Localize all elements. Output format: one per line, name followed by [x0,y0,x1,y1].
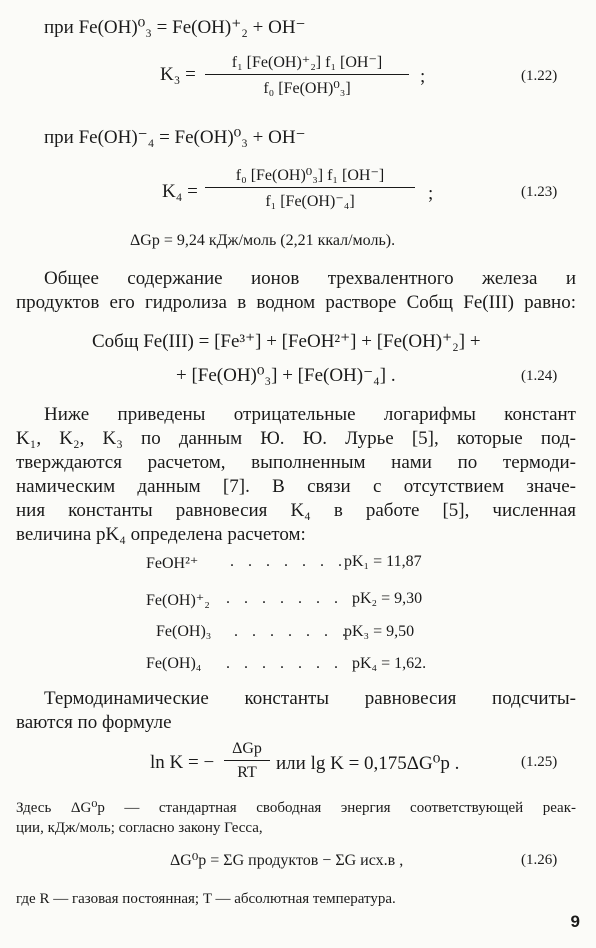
para2-line4: намическим данным [7]. В связи с отсутствием значе- [16,476,576,497]
constant-species: Fe(OH)₄ [146,655,202,672]
eq24-line2: + [Fe(OH)⁰₃] + [Fe(OH)⁻₄] . [176,365,396,386]
para1-line2: продуктов его гидролиза в водном растворе Cобщ Fe(III) равно: [16,292,576,313]
constant-value: pK₃ = 9,50 [344,623,415,640]
eq22-tail: ; [420,66,426,87]
eq24-number: (1.24) [521,368,558,384]
eq24-line1: Cобщ Fe(III) = [Fe³⁺] + [FeOH²⁺] + [Fe(OH)⁺₂] + [92,331,481,352]
small-para-line1: Здесь ΔG⁰р — стандартная свободная энергия соответствующей реак- [16,800,576,816]
eq22-fraction-bar [205,74,409,75]
constant-value: pK₄ = 1,62. [352,655,427,672]
constant-leader-dots: . . . . . . . . [226,590,361,607]
para2-line5: ния константы равновесия K₄ в работе [5], численная [16,500,576,521]
para3-line1: Термодинамические константы равновесия подсчиты- [44,688,576,709]
constant-value: pK₁ = 11,87 [344,553,422,570]
eq22-fraction [205,52,409,98]
para3-line2: ваются по формуле [16,712,172,733]
eq22-number: (1.22) [521,68,558,84]
delta-g-note: ΔGр = 9,24 кДж/моль (2,21 ккал/моль). [130,232,396,249]
footnote-line: где R — газовая постоянная; T — абсолютная температура. [16,891,396,907]
eq22-lhs: K₃ = [160,64,196,85]
eq22-numerator: f₁ [Fe(OH)⁺₂] f₁ [OH⁻] [231,54,383,71]
eq23-reaction: при Fe(OH)⁻₄ = Fe(OH)⁰₃ + OH⁻ [44,127,306,148]
eq22-denominator: f₀ [Fe(OH)⁰₃] [263,80,351,97]
para2-line3: тверждаются расчетом, выполненным нами по термоди- [16,452,576,473]
eq23-number: (1.23) [521,184,558,200]
constant-value: pK₂ = 9,30 [352,590,423,607]
eq23-lhs: K₄ = [162,181,198,202]
eq25-fraction [224,740,270,782]
eq25-number: (1.25) [521,754,558,770]
para1-line1: Общее содержание ионов трехвалентного железа и [44,268,576,289]
eq22-reaction: при Fe(OH)⁰₃ = Fe(OH)⁺₂ + OH⁻ [44,17,306,38]
para2-line6: величина pK₄ определена расчетом: [16,524,306,545]
para2-line2: K₁, K₂, K₃ по данным Ю. Ю. Лурье [5], которые под- [16,428,576,449]
constant-leader-dots: . . . . . . . . [226,655,361,672]
constant-species: Fe(OH)₃ [156,623,212,640]
eq26-expr: ΔG⁰р = ΣG продуктов − ΣG исх.в , [170,852,404,869]
eq26-number: (1.26) [521,852,558,868]
eq23-denominator: f₁ [Fe(OH)⁻₄] [265,193,355,210]
para2-line1: Ниже приведены отрицательные логарифмы констант [44,404,576,425]
eq25-numerator: ΔGр [232,740,262,757]
constant-leader-dots: . . . . . . . [230,553,347,570]
eq25-lhs: ln K = − [150,752,215,773]
eq23-numerator: f₀ [Fe(OH)⁰₃] f₁ [OH⁻] [235,167,385,184]
constant-species: Fe(OH)⁺₂ [146,592,210,609]
eq23-tail: ; [428,183,434,204]
page-number: 9 [570,912,580,931]
eq23-fraction [205,165,415,211]
constant-leader-dots: . . . . . . . [234,623,351,640]
small-para-line2: ции, кДж/моль; согласно закону Гесса, [16,820,263,836]
eq23-fraction-bar [205,187,415,188]
eq25-fraction-bar [224,760,270,761]
eq25-denominator: RT [237,764,257,781]
constant-species: FeOH²⁺ [146,555,199,572]
eq25-rhs: или lg K = 0,175ΔG⁰р . [276,753,460,774]
